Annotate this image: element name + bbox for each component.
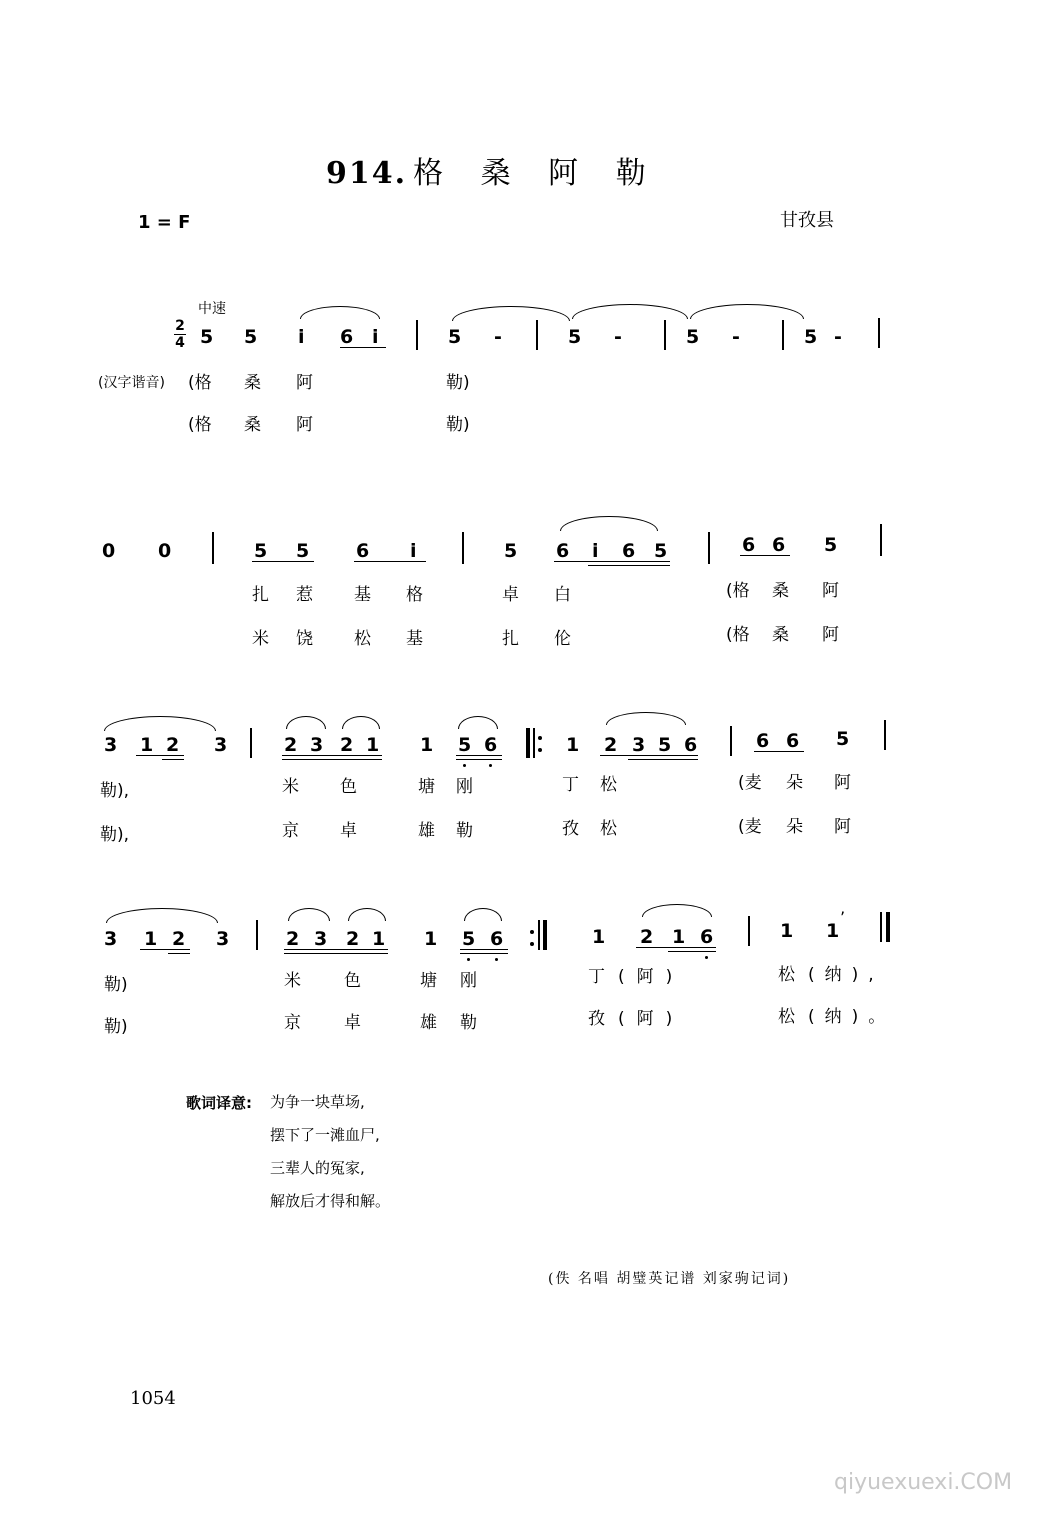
lyric: 白 <box>554 585 571 605</box>
note: 2 <box>172 928 186 950</box>
lyric: 饶 <box>296 629 313 649</box>
note: 2 <box>346 928 360 950</box>
lyric: 松 <box>354 629 371 649</box>
barline <box>462 532 464 564</box>
lyric: 勒), <box>100 781 130 801</box>
lyric: 勒) <box>104 1017 128 1037</box>
note: 5 <box>244 326 258 348</box>
lyric: 阿 <box>822 581 839 601</box>
note: 6 <box>700 926 714 948</box>
barline <box>730 726 732 756</box>
lyric: (纳)。 <box>808 1007 896 1027</box>
barline <box>536 320 538 350</box>
lyric: (格 <box>726 581 750 601</box>
repeat-start-thick <box>526 728 530 758</box>
note: 6 <box>356 540 370 562</box>
lyric: 朵 <box>786 817 803 837</box>
tie <box>690 304 804 319</box>
translation-line: 为争一块草场, <box>270 1093 365 1111</box>
beam-underline <box>628 759 698 760</box>
repeat-dot <box>538 748 542 752</box>
beam-underline <box>282 759 382 760</box>
lyric: 勒 <box>460 1013 477 1033</box>
time-signature <box>174 318 186 351</box>
barline <box>782 320 784 350</box>
repeat-start-thin <box>533 728 535 758</box>
note: 1 <box>372 928 386 950</box>
key-signature: 1 = F <box>138 212 191 233</box>
lyric: 刚 <box>456 777 473 797</box>
lyric: 丁 <box>562 775 579 795</box>
lyric: 卓 <box>344 1013 361 1033</box>
lyric: (格 <box>726 625 750 645</box>
note: 6 <box>684 734 698 756</box>
beam-underline <box>460 953 508 954</box>
note: 1 <box>592 926 606 948</box>
note: 5 <box>836 728 850 750</box>
slur <box>560 516 658 531</box>
page-number: 1054 <box>130 1388 176 1409</box>
slur <box>642 904 712 917</box>
lyric: 扎 <box>502 629 519 649</box>
beam-underline <box>554 561 670 562</box>
note: 3 <box>632 734 646 756</box>
note: 3 <box>104 928 118 950</box>
slur <box>286 716 326 729</box>
beam-underline <box>668 951 716 952</box>
repeat-dot <box>538 736 542 740</box>
lyric: 勒), <box>100 825 130 845</box>
translation-line: 解放后才得和解。 <box>270 1192 391 1210</box>
rest: 0 <box>158 540 172 562</box>
tie <box>572 304 688 319</box>
note: 3 <box>214 734 228 756</box>
beam-underline <box>284 949 388 950</box>
barline <box>212 532 214 564</box>
lyric: (阿) <box>618 967 685 987</box>
lyric-type-label: (汉字谐音) <box>98 375 165 391</box>
note: 5 <box>686 326 700 348</box>
note: 6 <box>490 928 504 950</box>
beam-underline <box>136 755 184 756</box>
lyric: 扎 <box>252 585 269 605</box>
translation-block <box>270 1086 390 1218</box>
barline <box>416 320 418 350</box>
note: 2 <box>640 926 654 948</box>
tie <box>452 306 570 321</box>
lyric: 勒 <box>456 821 473 841</box>
tempo-marking: 中速 <box>198 301 226 317</box>
repeat-end-thick <box>543 920 547 950</box>
lyric: 伦 <box>554 629 571 649</box>
lyric: 勒) <box>104 975 128 995</box>
beam-underline <box>588 565 670 566</box>
dash: - <box>732 326 740 348</box>
note: 6 <box>756 730 770 752</box>
lyric: 丁 <box>588 967 605 987</box>
beam-underline <box>162 759 184 760</box>
dash: - <box>614 326 622 348</box>
note: 1 <box>420 734 434 756</box>
note: 6 <box>772 534 786 556</box>
note: 6 <box>786 730 800 752</box>
slur <box>348 908 386 921</box>
beam-underline <box>754 751 804 752</box>
lyric: 雄 <box>418 821 435 841</box>
lyric: 色 <box>340 777 357 797</box>
beam-underline <box>284 953 388 954</box>
song-title <box>326 148 660 192</box>
lyric: (阿) <box>618 1009 685 1029</box>
note: 1 <box>140 734 154 756</box>
lyric: 阿 <box>834 773 851 793</box>
note: 5 <box>654 540 668 562</box>
lyric: 雄 <box>420 1013 437 1033</box>
note: 3 <box>310 734 324 756</box>
slur <box>104 716 216 731</box>
breath-mark-icon: ’ <box>840 908 846 927</box>
slur <box>300 306 380 319</box>
lyric: 松 <box>600 819 617 839</box>
lyric: 桑 <box>244 415 261 435</box>
final-barline-thick <box>886 912 890 942</box>
barline <box>748 916 750 946</box>
note: 5 <box>458 734 472 756</box>
rest: 0 <box>102 540 116 562</box>
note: 1 <box>424 928 438 950</box>
note: 5 <box>254 540 268 562</box>
note: 6 <box>484 734 498 756</box>
translation-line: 三辈人的冤家, <box>270 1159 365 1177</box>
note: 1 <box>672 926 686 948</box>
slur <box>606 712 686 725</box>
beam-underline <box>600 755 698 756</box>
note: 3 <box>216 928 230 950</box>
lyric: 惹 <box>296 585 313 605</box>
meter-top: 2 <box>175 318 185 334</box>
note: 3 <box>314 928 328 950</box>
credit-line: (佚 名唱 胡璧英记谱 刘家驹记词) <box>548 1271 791 1287</box>
meter-bottom: 4 <box>175 335 185 351</box>
note: 1 <box>780 920 794 942</box>
lyric: 阿 <box>822 625 839 645</box>
barline <box>708 532 710 564</box>
lyric: 塘 <box>418 777 435 797</box>
note: 1 <box>144 928 158 950</box>
beam-underline <box>340 347 386 348</box>
lyric: 桑 <box>772 625 789 645</box>
lyric: 卓 <box>502 585 519 605</box>
note: 5 <box>448 326 462 348</box>
low-octave-dot <box>463 764 466 767</box>
barline <box>256 920 258 950</box>
lyric: 孜 <box>588 1009 605 1029</box>
slur <box>458 716 498 729</box>
lyric: 基 <box>354 585 371 605</box>
low-octave-dot <box>705 956 708 959</box>
beam-underline <box>456 755 502 756</box>
lyric: 孜 <box>562 819 579 839</box>
lyric: 色 <box>344 971 361 991</box>
repeat-end-thin <box>538 920 540 950</box>
note: 5 <box>824 534 838 556</box>
lyric: 阿 <box>296 373 313 393</box>
note: 6 <box>622 540 636 562</box>
dash: - <box>494 326 502 348</box>
lyric: (麦 <box>738 773 762 793</box>
lyric: 塘 <box>420 971 437 991</box>
low-octave-dot <box>495 958 498 961</box>
note: 2 <box>284 734 298 756</box>
note: i <box>298 326 305 348</box>
beam-underline <box>252 561 314 562</box>
note: i <box>592 540 599 562</box>
lyric: 松 <box>778 1007 795 1027</box>
note: 5 <box>658 734 672 756</box>
translation-label: 歌词译意: <box>186 1094 252 1112</box>
slur <box>288 908 330 921</box>
slur <box>342 716 380 729</box>
slur <box>106 908 218 923</box>
lyric: 米 <box>282 777 299 797</box>
barline <box>878 318 880 348</box>
note: i <box>372 326 379 348</box>
barline <box>664 320 666 350</box>
beam-underline <box>168 953 190 954</box>
beam-underline <box>282 755 382 756</box>
note: 5 <box>462 928 476 950</box>
lyric: 阿 <box>296 415 313 435</box>
lyric: (格 <box>188 415 212 435</box>
note: 1 <box>826 920 840 942</box>
note: 5 <box>804 326 818 348</box>
lyric: 京 <box>282 821 299 841</box>
note: 5 <box>568 326 582 348</box>
note: 6 <box>340 326 354 348</box>
note: 5 <box>504 540 518 562</box>
lyric: 京 <box>284 1013 301 1033</box>
lyric: 阿 <box>834 817 851 837</box>
lyric: 朵 <box>786 773 803 793</box>
lyric: (纳), <box>808 965 884 985</box>
note: 2 <box>166 734 180 756</box>
beam-underline <box>636 947 716 948</box>
translation-line: 摆下了一滩血尸, <box>270 1126 380 1144</box>
lyric: 勒) <box>446 415 470 435</box>
lyric: 卓 <box>340 821 357 841</box>
low-octave-dot <box>467 958 470 961</box>
note: 6 <box>742 534 756 556</box>
note: 1 <box>566 734 580 756</box>
dash: - <box>834 326 842 348</box>
beam-underline <box>354 561 426 562</box>
note: 2 <box>604 734 618 756</box>
lyric: (格 <box>188 373 212 393</box>
barline <box>880 524 882 556</box>
note: 6 <box>556 540 570 562</box>
lyric: 勒) <box>446 373 470 393</box>
lyric: 桑 <box>244 373 261 393</box>
lyric: 米 <box>252 629 269 649</box>
lyric: 桑 <box>772 581 789 601</box>
song-number: 914. <box>326 156 408 191</box>
note: 1 <box>366 734 380 756</box>
note: 5 <box>200 326 214 348</box>
lyric: 格 <box>406 585 423 605</box>
final-barline-thin <box>880 912 882 942</box>
beam-underline <box>140 949 190 950</box>
note: 2 <box>340 734 354 756</box>
watermark: qiyuexuexi.COM <box>834 1470 1013 1495</box>
repeat-dot <box>530 930 534 934</box>
lyric: 松 <box>600 775 617 795</box>
note: 3 <box>104 734 118 756</box>
note: 2 <box>286 928 300 950</box>
lyric: 基 <box>406 629 423 649</box>
beam-underline <box>740 555 790 556</box>
slur <box>464 908 502 921</box>
beam-underline <box>460 949 508 950</box>
note: 5 <box>296 540 310 562</box>
lyric: (麦 <box>738 817 762 837</box>
lyric: 米 <box>284 971 301 991</box>
beam-underline <box>456 759 502 760</box>
barline <box>884 720 886 750</box>
lyric: 松 <box>778 965 795 985</box>
low-octave-dot <box>489 764 492 767</box>
song-name: 格 桑 阿 勒 <box>413 156 660 191</box>
note: i <box>410 540 417 562</box>
repeat-dot <box>530 942 534 946</box>
barline <box>250 728 252 758</box>
county-label: 甘孜县 <box>780 210 834 231</box>
lyric: 刚 <box>460 971 477 991</box>
